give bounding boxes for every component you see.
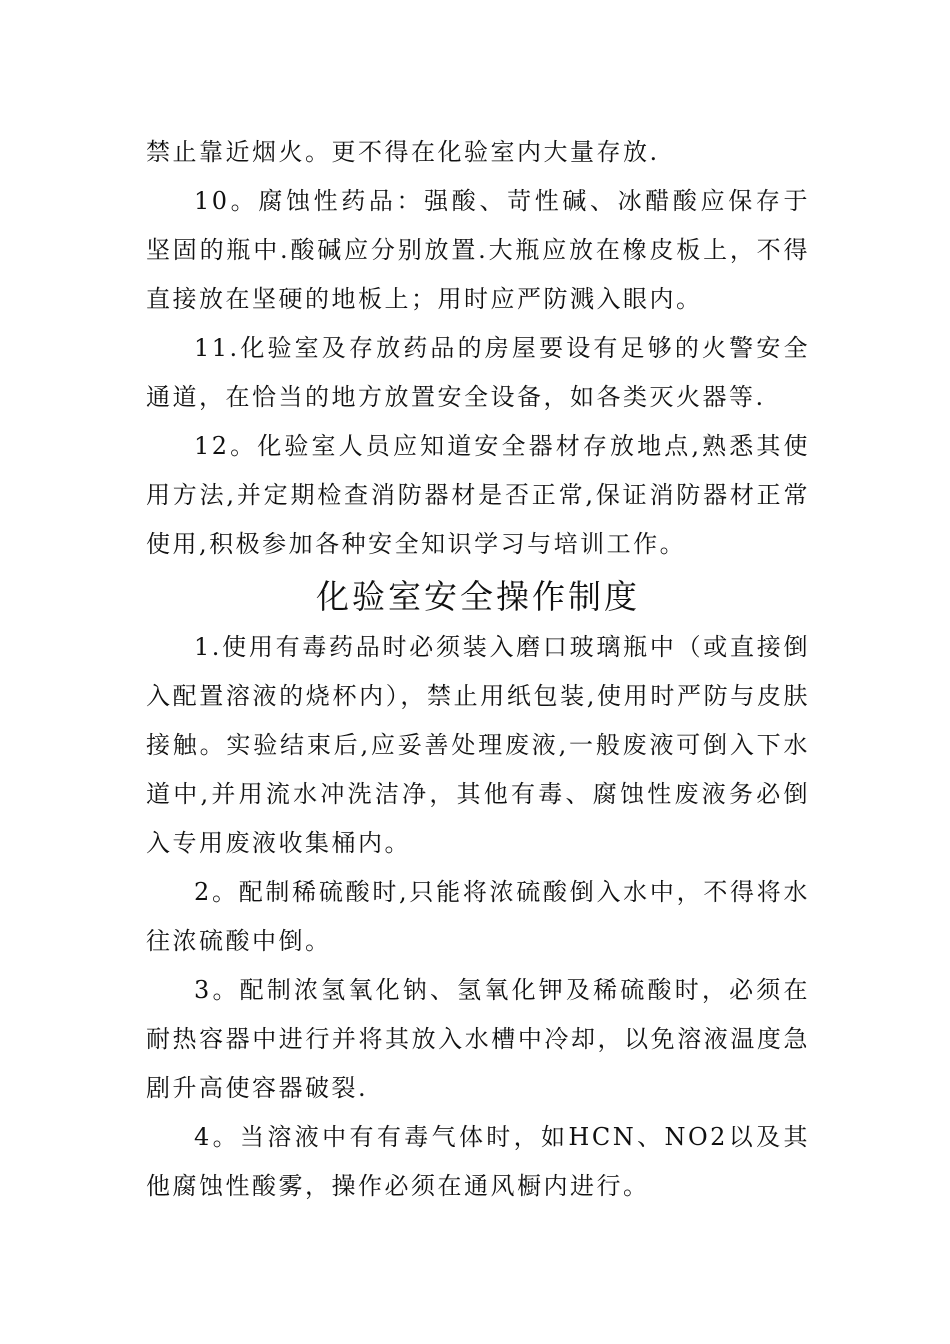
rule-paragraph-10: 10。腐蚀性药品：强酸、苛性碱、冰醋酸应保存于坚固的瓶中.酸碱应分别放置.大瓶应放在橡皮板上，不得直接放在坚硬的地板上；用时应严防溅入眼内。	[146, 187, 810, 313]
document-page	[146, 128, 810, 1211]
operation-paragraph-3: 3。配制浓氢氧化钠、氢氧化钾及稀硫酸时，必须在耐热容器中进行并将其放入水槽中冷却，以免溶液温度急剧升高使容器破裂.	[146, 976, 810, 1102]
rule-paragraph-11: 11.化验室及存放药品的房屋要设有足够的火警安全通道，在恰当的地方放置安全设备，如各类灭火器等.	[146, 334, 810, 411]
operation-paragraph-4: 4。当溶液中有有毒气体时，如HCN、NO2以及其他腐蚀性酸雾，操作必须在通风橱内进行。	[146, 1123, 810, 1200]
section-title: 化验室安全操作制度	[316, 577, 640, 616]
continuation-text: 禁止靠近烟火。更不得在化验室内大量存放.	[146, 138, 660, 166]
rule-paragraph-12: 12。化验室人员应知道安全器材存放地点,熟悉其使用方法,并定期检查消防器材是否正常,保证消防器材正常使用,积极参加各种安全知识学习与培训工作。	[146, 432, 810, 558]
operation-paragraph-1: 1.使用有毒药品时必须装入磨口玻璃瓶中（或直接倒入配置溶液的烧杯内），禁止用纸包装,使用时严防与皮肤接触。实验结束后,应妥善处理废液,一般废液可倒入下水道中,并用流水冲洗洁净，其他有毒、腐蚀性废液务必倒入专用废液收集桶内。	[146, 633, 810, 857]
operation-paragraph-2: 2。配制稀硫酸时,只能将浓硫酸倒入水中，不得将水往浓硫酸中倒。	[146, 878, 810, 955]
